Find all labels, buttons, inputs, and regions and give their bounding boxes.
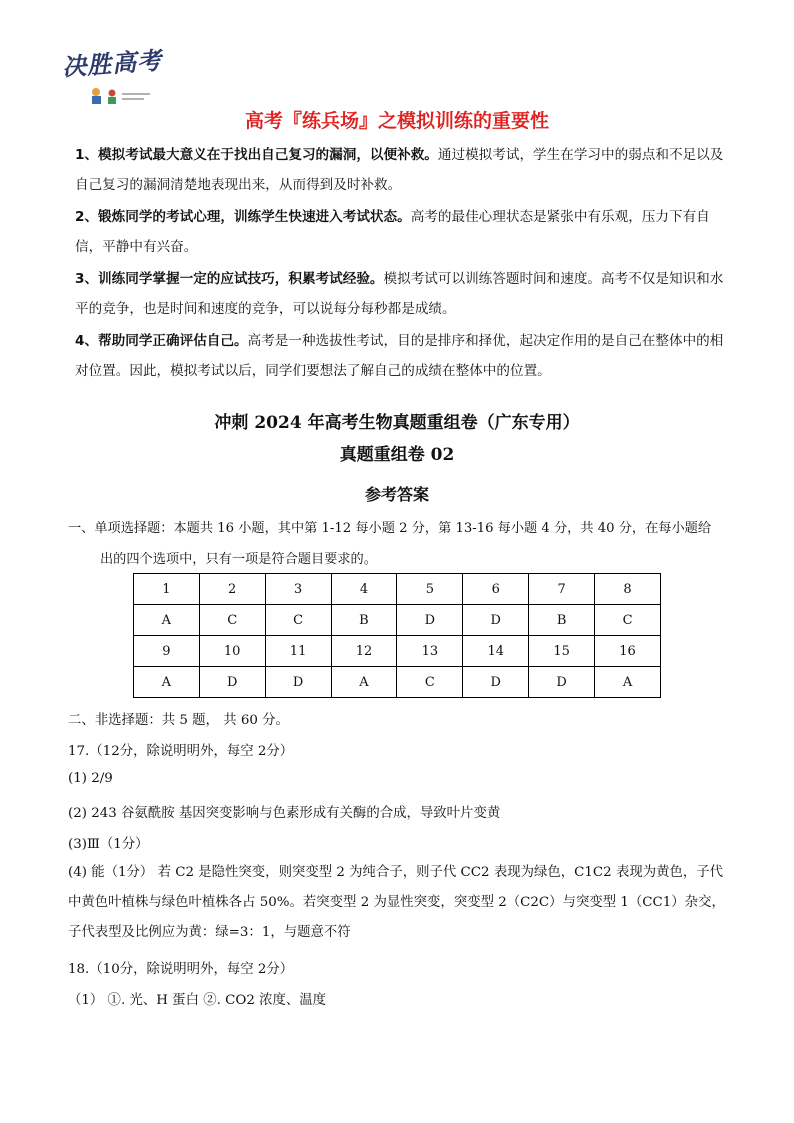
table-cell: D [463,605,529,636]
logo-text: 决胜高考 [61,46,164,82]
table-row [134,636,661,667]
q18-heading: 18.（10分，除说明明外，每空 2分） [68,962,294,977]
section1-line2: 出的四个选项中，只有一项是符合题目要求的。 [100,552,377,567]
table-cell: 10 [199,636,265,667]
section2-heading: 二、非选择题：共 5 题， 共 60 分。 [68,713,289,728]
q17-answer-4: (4) 能（1分） 若 C2 是隐性突变，则突变型 2 为纯合子，则子代 CC2 表现为绿色，C1C2 表现为黄色，子代中黄色叶植株与绿色叶植株各占 50%。若突变型 2 为显性突变，突变型 2（C2C）与突变型 1（CC1）杂交，子代表型及比例应为黄：绿=3：1，与题意不符 [68,865,725,940]
table-cell: C [397,667,463,698]
table-cell: C [595,605,661,636]
table-cell: 5 [397,574,463,605]
table-cell: A [595,667,661,698]
point-1-text: 通过模拟考试，学生在学习中的弱点和不足以及自己复习的漏洞清楚地表现出来，从而得到及时补救。 [75,147,724,193]
answer-heading: 参考答案 [364,485,429,504]
point-2-bold: 2、锻炼同学的考试心理，训练学生快速进入考试状态。 [75,209,411,225]
table-cell: D [199,667,265,698]
q17-answer-2: (2) 243 谷氨酰胺 基因突变影响与色素形成有关酶的合成，导致叶片变黄 [68,806,501,821]
point-4-bold: 4、帮助同学正确评估自己。 [75,333,248,349]
headline: 高考『练兵场』之模拟训练的重要性 [244,110,549,132]
table-cell: D [265,667,331,698]
table-cell: 12 [331,636,397,667]
point-2 [75,202,727,262]
table-cell: D [463,667,529,698]
table-cell: 16 [595,636,661,667]
table-cell: C [265,605,331,636]
point-4 [75,326,727,386]
table-cell: B [331,605,397,636]
q17-heading: 17.（12分，除说明明外，每空 2分） [68,744,294,759]
point-4-text: 高考是一种选拔性考试，目的是排序和择优，起决定作用的是自己在整体中的相对位置。因此，模拟考试以后，同学们要想法了解自己的成绩在整体中的位置。 [75,333,724,379]
table-cell: A [134,605,200,636]
table-cell: 6 [463,574,529,605]
table-row [134,574,661,605]
table-cell: 13 [397,636,463,667]
table-cell: 9 [134,636,200,667]
point-3-bold: 3、训练同学掌握一定的应试技巧，积累考试经验。 [75,271,384,287]
logo-figures-icon [84,84,154,106]
q18-answer-1: （1） ①. 光、H 蛋白 ②. CO2 浓度、温度 [68,993,327,1008]
table-row [134,605,661,636]
table-cell: 15 [529,636,595,667]
logo [62,44,172,110]
point-1 [75,140,727,200]
table-cell: 14 [463,636,529,667]
table-cell: 3 [265,574,331,605]
table-cell: B [529,605,595,636]
paper-title: 冲刺 2024 年高考生物真题重组卷（广东专用） [214,413,580,433]
paper-subtitle: 真题重组卷 02 [339,445,455,465]
table-cell: 7 [529,574,595,605]
table-cell: 4 [331,574,397,605]
table-cell: D [529,667,595,698]
point-1-bold: 1、模拟考试最大意义在于找出自己复习的漏洞，以便补救。 [75,147,438,163]
table-cell: A [331,667,397,698]
table-cell: 1 [134,574,200,605]
table-row [134,667,661,698]
table-cell: 2 [199,574,265,605]
table-cell: 11 [265,636,331,667]
table-cell: 8 [595,574,661,605]
table-cell: D [397,605,463,636]
point-3-text: 模拟考试可以训练答题时间和速度。高考不仅是知识和水平的竞争，也是时间和速度的竞争，可以说每分每秒都是成绩。 [75,271,724,317]
table-cell: C [199,605,265,636]
q17-answer-3: (3)Ⅲ（1分） [68,837,149,852]
section1-line1: 一、单项选择题：本题共 16 小题，其中第 1-12 每小题 2 分，第 13-16 每小题 4 分，共 40 分，在每小题给 [68,521,712,536]
answer-table [133,573,661,698]
table-cell: A [134,667,200,698]
point-2-text: 高考的最佳心理状态是紧张中有乐观，压力下有自信，平静中有兴奋。 [75,209,710,255]
point-3 [75,264,727,324]
q17-answer-1: (1) 2/9 [68,771,113,786]
